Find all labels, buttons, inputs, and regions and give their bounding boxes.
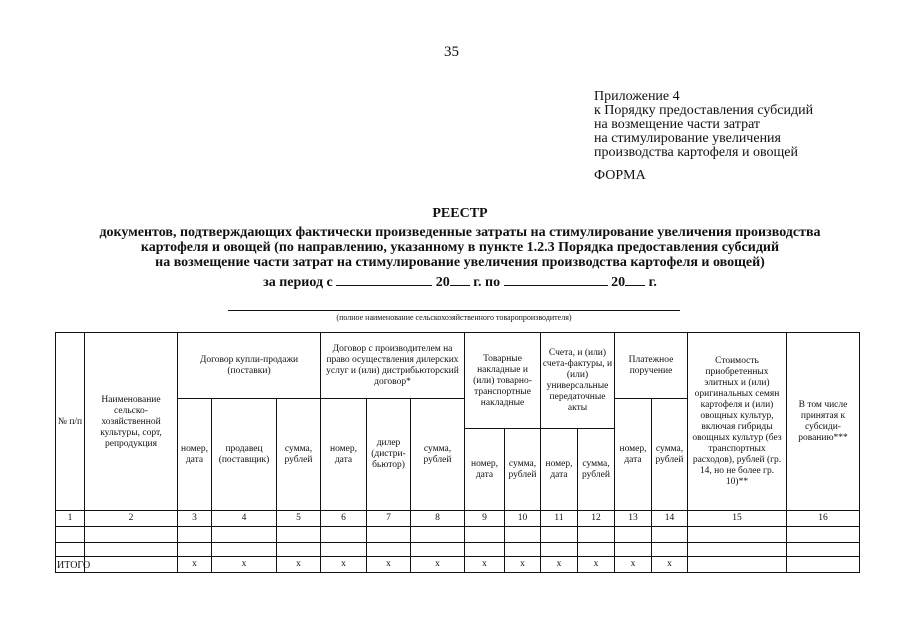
subheader-sum: сумма, рублей (655, 443, 684, 465)
header-invoices: Счета, и (или) счета-фактуры, и (или) универсальные передаточные акты (542, 348, 613, 413)
appendix-line: Приложение 4 (594, 89, 680, 104)
column-number: 16 (818, 513, 828, 523)
title-heading: РЕЕСТР (432, 206, 488, 221)
column-number: 15 (732, 513, 742, 523)
header-crop-name: Наименование сельско-хозяйственной культуры, сорт, репродукция (100, 394, 162, 449)
column-number: 6 (341, 513, 346, 523)
title-line: на возмещение части затрат на стимулирование увеличения производства картофеля и овощей) (155, 255, 765, 270)
subheader-number-date: номер, дата (329, 443, 357, 465)
header-cost: Стоимость приобретенных элитных и (или) оригинальных семян картофеля и (или) овощных культур, включая гибриды овощных культур (без транспортных расходов), рублей (гр. 14, но не более гр. 10)** (692, 356, 782, 487)
column-number: 8 (435, 513, 440, 523)
total-mark: x (435, 559, 440, 569)
total-mark: x (192, 559, 197, 569)
total-label: ИТОГО (57, 560, 91, 571)
column-number: 9 (482, 513, 487, 523)
period-year-1: 20 (435, 275, 450, 290)
total-mark: x (296, 559, 301, 569)
header-contract-sale: Договор купли-продажи (поставки) (199, 355, 299, 376)
appendix-line: производства картофеля и овощей (594, 145, 798, 160)
column-number: 10 (517, 513, 528, 523)
total-mark: x (520, 559, 525, 569)
subheader-sum: сумма, рублей (508, 458, 537, 480)
total-mark: x (667, 559, 672, 569)
title-line: картофеля и овощей (по направлению, указанному в пункте 1.2.3 Порядка предоставления субсидий (140, 240, 780, 255)
subheader-seller: продавец (поставщик) (218, 443, 270, 465)
appendix-line: на стимулирование увеличения (594, 131, 781, 146)
column-number: 7 (386, 513, 391, 523)
period-suffix: г. (648, 275, 657, 290)
subheader-sum: сумма, рублей (582, 458, 610, 480)
header-contract-producer: Договор с производителем на право осуществления дилерских услуг и (или) дистрибьюторский договор* (326, 344, 459, 387)
total-mark: x (386, 559, 391, 569)
total-mark: x (341, 559, 346, 569)
header-waybills: Товарные накладные и (или) товарно-транспортные накладные (473, 353, 532, 408)
subheader-sum: сумма, рублей (423, 443, 452, 465)
subheader-number-date: номер, дата (545, 458, 573, 480)
subheader-number-date: номер, дата (180, 443, 208, 465)
column-number: 5 (296, 513, 301, 523)
total-mark: x (556, 559, 562, 569)
column-number: 13 (628, 513, 638, 523)
period-prefix: за период с (263, 275, 333, 290)
subheader-number-date: номер, дата (619, 443, 647, 465)
organization-caption: (полное наименование сельскохозяйственного товаропроизводителя) (336, 313, 572, 322)
period-mid: г. по (473, 275, 501, 290)
subheader-sum: сумма, рублей (284, 443, 313, 465)
column-number: 12 (591, 513, 601, 523)
appendix-line: к Порядку предоставления субсидий (594, 103, 814, 118)
header-num: № п/п (57, 416, 83, 427)
column-number: 3 (192, 513, 197, 523)
page-number: 35 (444, 44, 459, 60)
column-number: 14 (664, 513, 675, 523)
subheader-dealer: дилер (дистри-бьютор) (371, 438, 406, 470)
column-number: 1 (67, 513, 73, 523)
header-payment: Платежное поручение (628, 355, 674, 376)
total-mark: x (630, 559, 636, 569)
title-line: документов, подтверждающих фактически произведенные затраты на стимулирование увеличения производства (99, 225, 821, 240)
total-mark: x (482, 559, 487, 569)
header-subsidy: В том числе принятая к субсиди-рованию*** (798, 400, 848, 443)
appendix-line: на возмещение части затрат (594, 117, 761, 132)
period-year-2: 20 (611, 275, 626, 290)
column-number: 4 (241, 513, 247, 523)
column-number: 11 (554, 513, 564, 523)
total-mark: x (593, 559, 599, 569)
subheader-number-date: номер, дата (470, 458, 498, 480)
column-number: 2 (128, 513, 134, 523)
form-label: ФОРМА (594, 168, 646, 183)
total-mark: x (241, 559, 247, 569)
